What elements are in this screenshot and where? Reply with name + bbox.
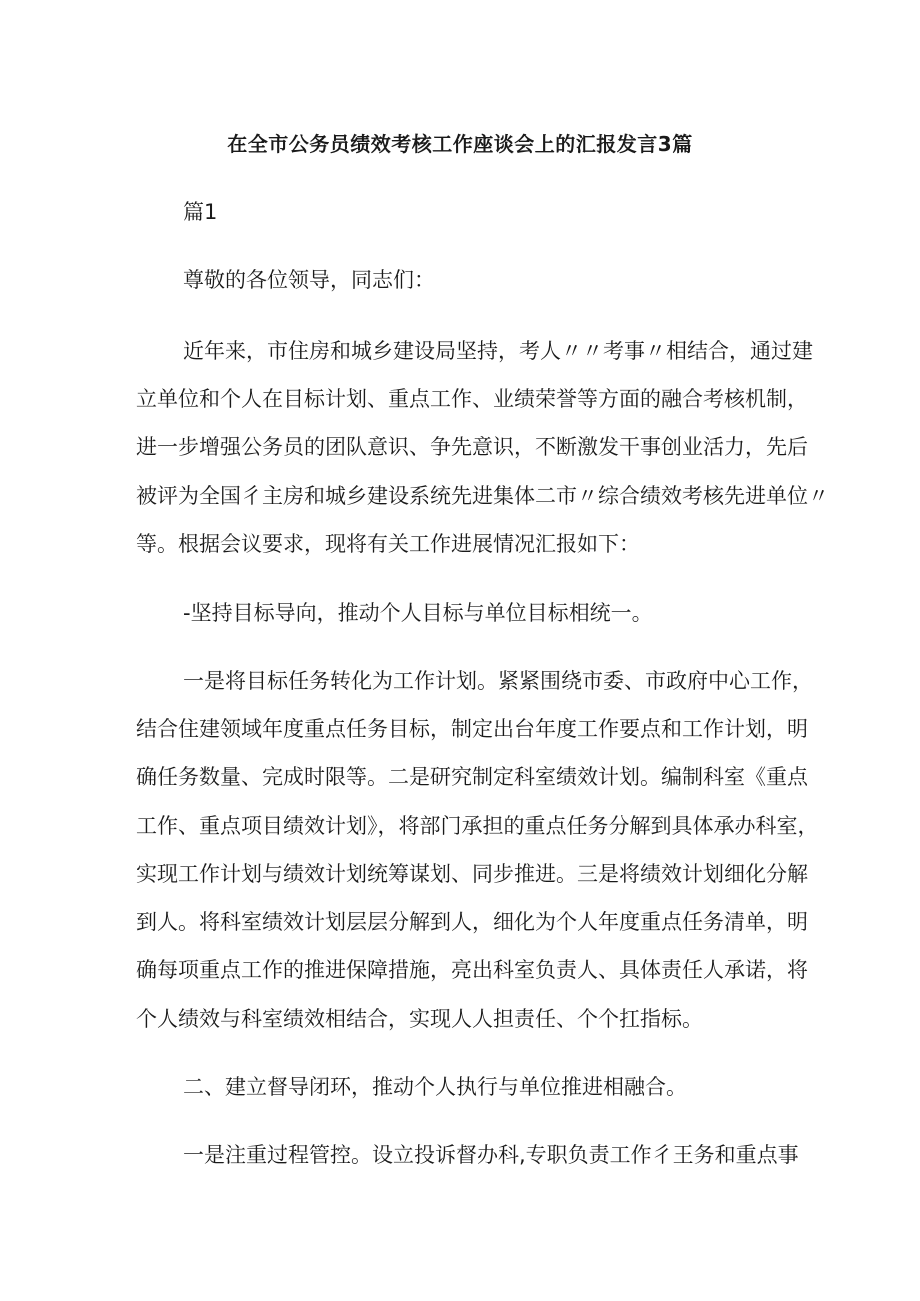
paragraph-line: 工作、重点项目绩效计划》，将部门承担的重点任务分解到具体承办科室，	[136, 814, 819, 838]
paragraph-line: 结合住建领域年度重点任务目标，制定出台年度工作要点和工作计划，明	[136, 717, 808, 741]
paragraph-line: 个人绩效与科室绩效相结合，实现人人担责任、个个扛指标。	[136, 1007, 703, 1031]
paragraph-line: 确每项重点工作的推进保障措施，亮出科室负责人、具体责任人承诺，将	[136, 958, 808, 982]
paragraph-line: 近年来，市住房和城乡建设局坚持，考人〃〃考事〃相结合，通过建	[183, 339, 813, 363]
paragraph-line: 等。根据会议要求，现将有关工作进展情况汇报如下：	[136, 532, 640, 556]
section-heading: -坚持目标导向，推动个人目标与单位目标相统一。	[183, 601, 653, 625]
paragraph-line: 被评为全国彳主房和城乡建设系统先进集体二市〃综合绩效考核先进单位〃	[136, 484, 829, 508]
paragraph-line: 到人。将科室绩效计划层层分解到人，细化为个人年度重点任务清单，明	[136, 910, 808, 934]
paragraph-line: 进一步增强公务员的团队意识、争先意识，不断激发干事创业活力，先后	[136, 435, 808, 459]
section-label: 篇1	[183, 200, 218, 224]
paragraph-line: 一是将目标任务转化为工作计划。紧紧围绕市委、市政府中心工作，	[183, 669, 813, 693]
salutation: 尊敬的各位领导，同志们：	[183, 268, 435, 292]
paragraph-line: 确任务数量、完成时限等。二是研究制定科室绩效计划。编制科室《重点	[136, 765, 808, 789]
section-heading: 二、建立督导闭环，推动个人执行与单位推进相融合。	[183, 1075, 687, 1099]
paragraph-line: 一是注重过程管控。设立投诉督办科,专职负责工作彳王务和重点事	[183, 1143, 799, 1167]
paragraph-line: 立单位和个人在目标计划、重点工作、业绩荣誉等方面的融合考核机制，	[136, 387, 808, 411]
paragraph-line: 实现工作计划与绩效计划统筹谋划、同步推进。三是将绩效计划细化分解	[136, 862, 808, 886]
document-title: 在全市公务员绩效考核工作座谈会上的汇报发言3篇	[227, 132, 693, 156]
